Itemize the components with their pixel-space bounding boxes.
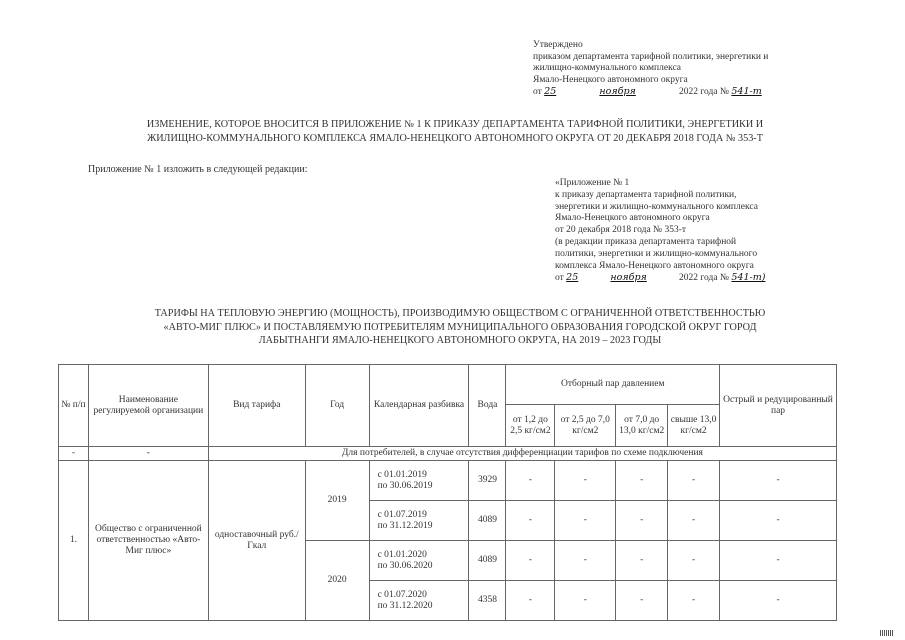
annex-date-line (555, 272, 875, 285)
value-dash: - (720, 541, 837, 581)
tariffs-title-line-2: «АВТО-МИГ ПЛЮС» И ПОСТАВЛЯЕМУЮ ПОТРЕБИТЕЛЯМ МУНИЦИПАЛЬНОГО ОБРАЗОВАНИЯ ГОРОДСКОЙ ОКРУГ ГОРОД (163, 321, 757, 333)
annex-line-8: комплекса Ямало-Ненецкого автономного округа (555, 260, 754, 271)
approval-date-line (533, 86, 873, 99)
period-start: с 01.07.2019 (377, 509, 427, 520)
year-cell: 2019 (305, 461, 369, 541)
period-end: по 30.06.2020 (377, 560, 433, 571)
approval-month: ноября (599, 86, 636, 97)
value-dash: - (720, 501, 837, 541)
water-value: 3929 (469, 461, 506, 501)
value-dash: - (506, 501, 555, 541)
period-end: по 31.12.2019 (377, 520, 433, 531)
value-dash: - (668, 581, 720, 621)
value-dash: - (720, 581, 837, 621)
annex-line-2: к приказу департамента тарифной политики, (555, 189, 737, 200)
page-mark (880, 630, 894, 636)
period-start: с 01.01.2020 (377, 549, 427, 560)
annex-date-prefix: от (555, 273, 564, 284)
org-name: Общество с ограниченной ответственностью «Авто-Миг плюс» (88, 461, 208, 621)
annex-line-5: от 20 декабря 2018 года № 353-т (555, 225, 687, 236)
approval-day: 25 (544, 86, 557, 97)
header-org: Наименование регулируемой организации (88, 365, 208, 447)
water-value: 4089 (469, 541, 506, 581)
section-row (59, 447, 837, 461)
value-dash: - (668, 541, 720, 581)
annex-line-6: (в редакции приказа департамента тарифной (555, 236, 737, 247)
value-dash: - (668, 501, 720, 541)
approval-line-4: Ямало-Ненецкого автономного округа (533, 74, 688, 85)
value-dash: - (555, 501, 616, 541)
period-cell (369, 501, 469, 541)
section-dash-org: - (88, 447, 208, 461)
header-sharp: Острый и редуцированный пар (720, 365, 837, 447)
value-dash: - (555, 461, 616, 501)
annex-line-4: Ямало-Ненецкого автономного округа (555, 213, 710, 224)
value-dash: - (616, 501, 668, 541)
tariffs-title-line-3: ЛАБЫТНАНГИ ЯМАЛО-НЕНЕЦКОГО АВТОНОМНОГО ОКРУГА, НА 2019 – 2023 ГОДЫ (258, 335, 662, 346)
pressure-2: от 2,5 до 7,0 кг/см2 (555, 405, 616, 447)
header-steam: Отборный пар давлением (506, 365, 720, 405)
amendment-title (40, 118, 870, 145)
section-label: Для потребителей, в случае отсутствия дифференциации тарифов по схеме подключения (208, 447, 836, 461)
pressure-1: от 1,2 до 2,5 кг/см2 (506, 405, 555, 447)
amendment-title-line-2: ЖИЛИЩНО-КОММУНАЛЬНОГО КОМПЛЕКСА ЯМАЛО-НЕНЕЦКОГО АВТОНОМНОГО ОКРУГА ОТ 20 ДЕКАБРЯ 2018 ГОДА № 353-Т (147, 132, 763, 144)
value-dash: - (506, 581, 555, 621)
header-calendar: Календарная разбивка (369, 365, 469, 447)
value-dash: - (506, 461, 555, 501)
period-start: с 01.07.2020 (377, 589, 427, 600)
tariff-type: одноставочный руб./Гкал (208, 461, 305, 621)
header-type: Вид тарифа (208, 365, 305, 447)
annex-day: 25 (566, 272, 579, 284)
value-dash: - (616, 581, 668, 621)
header-row (59, 365, 837, 405)
approval-block (533, 40, 873, 99)
year-cell: 2020 (305, 541, 369, 621)
value-dash: - (616, 461, 668, 501)
annex-year: 2022 года № (679, 273, 730, 284)
period-end: по 31.12.2020 (377, 600, 433, 611)
approval-line-2: приказом департамента тарифной политики, энергетики и (533, 51, 769, 62)
period-cell (369, 461, 469, 501)
annex-number: 541-т) (731, 272, 766, 284)
period-cell (369, 581, 469, 621)
value-dash: - (668, 461, 720, 501)
period-end: по 30.06.2019 (377, 480, 433, 491)
water-value: 4089 (469, 501, 506, 541)
pressure-3: от 7,0 до 13,0 кг/см2 (616, 405, 668, 447)
tariffs-title-line-1: ТАРИФЫ НА ТЕПЛОВУЮ ЭНЕРГИЮ (МОЩНОСТЬ), ПРОИЗВОДИМУЮ ОБЩЕСТВОМ С ОГРАНИЧЕННОЙ ОТВЕТСТВЕННОСТЬЮ (154, 308, 766, 319)
amendment-title-line-1: ИЗМЕНЕНИЕ, КОТОРОЕ ВНОСИТСЯ В ПРИЛОЖЕНИЕ № 1 К ПРИКАЗУ ДЕПАРТАМЕНТА ТАРИФНОЙ ПОЛИТИКИ, ЭНЕРГЕТИКИ И (146, 119, 764, 130)
header-water: Вода (469, 365, 506, 447)
value-dash: - (555, 541, 616, 581)
annex-month: ноября (610, 272, 647, 284)
annex-line-7: политики, энергетики и жилищно-коммунального (555, 248, 758, 259)
annex-line-3: энергетики и жилищно-коммунального комплекса (555, 201, 758, 212)
approval-line-3: жилищно-коммунального комплекса (533, 63, 682, 73)
header-num: № п/п (59, 365, 89, 447)
value-dash: - (506, 541, 555, 581)
annex-line-1: «Приложение № 1 (555, 178, 630, 188)
value-dash: - (616, 541, 668, 581)
row-number: 1. (59, 461, 89, 621)
tariffs-table (58, 364, 837, 621)
approval-date-prefix: от (533, 87, 542, 97)
intro-text: Приложение № 1 изложить в следующей редакции: (88, 164, 308, 175)
period-start: с 01.01.2019 (377, 469, 427, 480)
value-dash: - (555, 581, 616, 621)
section-dash-num: - (59, 447, 89, 461)
approval-line-1: Утверждено (533, 40, 583, 50)
approval-year: 2022 года № (679, 87, 730, 97)
pressure-4: свыше 13,0 кг/см2 (668, 405, 720, 447)
table-row (59, 461, 837, 501)
water-value: 4358 (469, 581, 506, 621)
tariffs-title (60, 307, 860, 348)
value-dash: - (720, 461, 837, 501)
approval-number: 541-т (731, 86, 762, 97)
header-year: Год (305, 365, 369, 447)
period-cell (369, 541, 469, 581)
annex-block (555, 178, 875, 285)
